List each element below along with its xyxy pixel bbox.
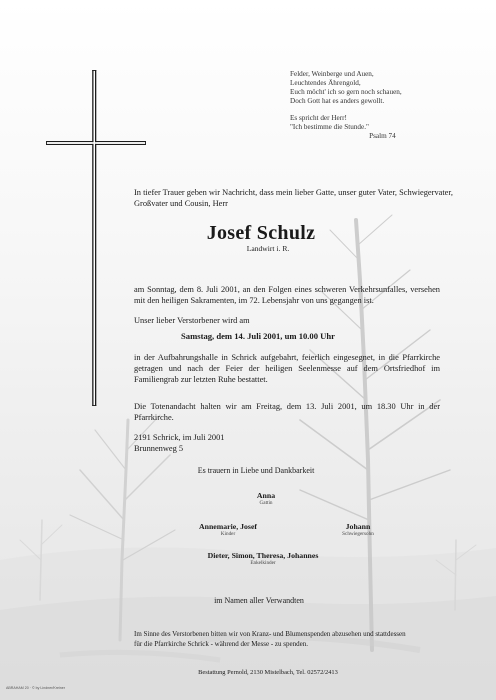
psalm-line: Euch möcht' ich so gern noch schauen, [290,88,402,96]
relatives-line: im Namen aller Verwandten [214,596,304,605]
prayer-notice: Die Totenandacht halten wir am Freitag, dem 13. Juli 2001, um 18.30 Uhr in der Pfarrkirche. [134,402,440,422]
mourner-son-in-law [318,522,398,537]
mourner-role: Enkelkinder [250,560,276,566]
intro-text: In tiefer Trauer geben wir Nachricht, dass mein lieber Gatte, unser guter Vater, Schwiegervater, Großvater und Cousin, Herr [134,188,453,208]
psalm-line: Felder, Weinberge und Auen, [290,70,374,78]
mourner-name: Annemarie, Josef [198,522,258,531]
psalm-line: Doch Gott hat es anders gewollt. [290,97,385,105]
address-line: 2191 Schrick, im Juli 2001 [134,433,225,442]
mourner-name: Anna [256,491,276,500]
occupation-row [0,244,496,253]
burial-date: Samstag, dem 14. Juli 2001, um 10.00 Uhr [181,331,335,341]
donation-request-line: Im Sinne des Verstorbenen bitten wir von Kranz- und Blumenspenden abzusehen und stattdessen [134,630,406,638]
psalm-quote-line: "Ich bestimme die Stunde." [290,123,369,131]
mourner-grandchildren [0,551,496,566]
deceased-name: Josef Schulz [206,222,316,244]
donation-request-line: für die Pfarrkirche Schrick - während der Messe - zu spenden. [134,639,308,648]
psalm-quote-line: Es spricht der Herr! [290,114,347,122]
donation-request [134,630,406,649]
mourners-intro: Es trauern in Liebe und Dankbarkeit [197,466,315,475]
address-line: Brunnenweg 5 [134,444,184,453]
psalm-line: Leuchtendes Ährengold, [290,79,361,87]
deceased-name-row [0,222,496,245]
mourner-role: Schwiegersohn [342,531,374,537]
mourner-name: Dieter, Simon, Theresa, Johannes [207,551,319,560]
deceased-occupation: Landwirt i. R. [246,244,290,253]
psalm-reference: Psalm 74 [369,132,396,140]
psalm-verse [290,70,402,141]
imprint: ABRAHAM 20 · © by Lindner/Kreiner [6,686,65,690]
mourner-role: Gattin [259,500,273,506]
burial-intro: Unser lieber Verstorbener wird am [134,316,250,325]
mourner-name: Johann [345,522,371,531]
burial-details: in der Aufbahrungshalle in Schrick aufgebahrt, feierlich eingesegnet, in die Pfarrkirche getragen und nach der Feier der heiligen Seelenmesse auf dem Ortsfriedhof im Familiengrab zur letzten Ruhe bestattet. [134,353,440,384]
death-notice: am Sonntag, dem 8. Juli 2001, an den Folgen eines schweren Verkehrsunfalles, versehen mit den heiligen Sakramenten, im 72. Lebensjahr von uns gegangen ist. [134,285,440,305]
mourner-children [178,522,278,537]
mourner-role: Kinder [220,531,236,537]
mourner-spouse [0,491,496,506]
funeral-home: Bestattung Pernold, 2130 Mistelbach, Tel. 02572/2413 [198,669,338,676]
address-block [134,432,225,454]
